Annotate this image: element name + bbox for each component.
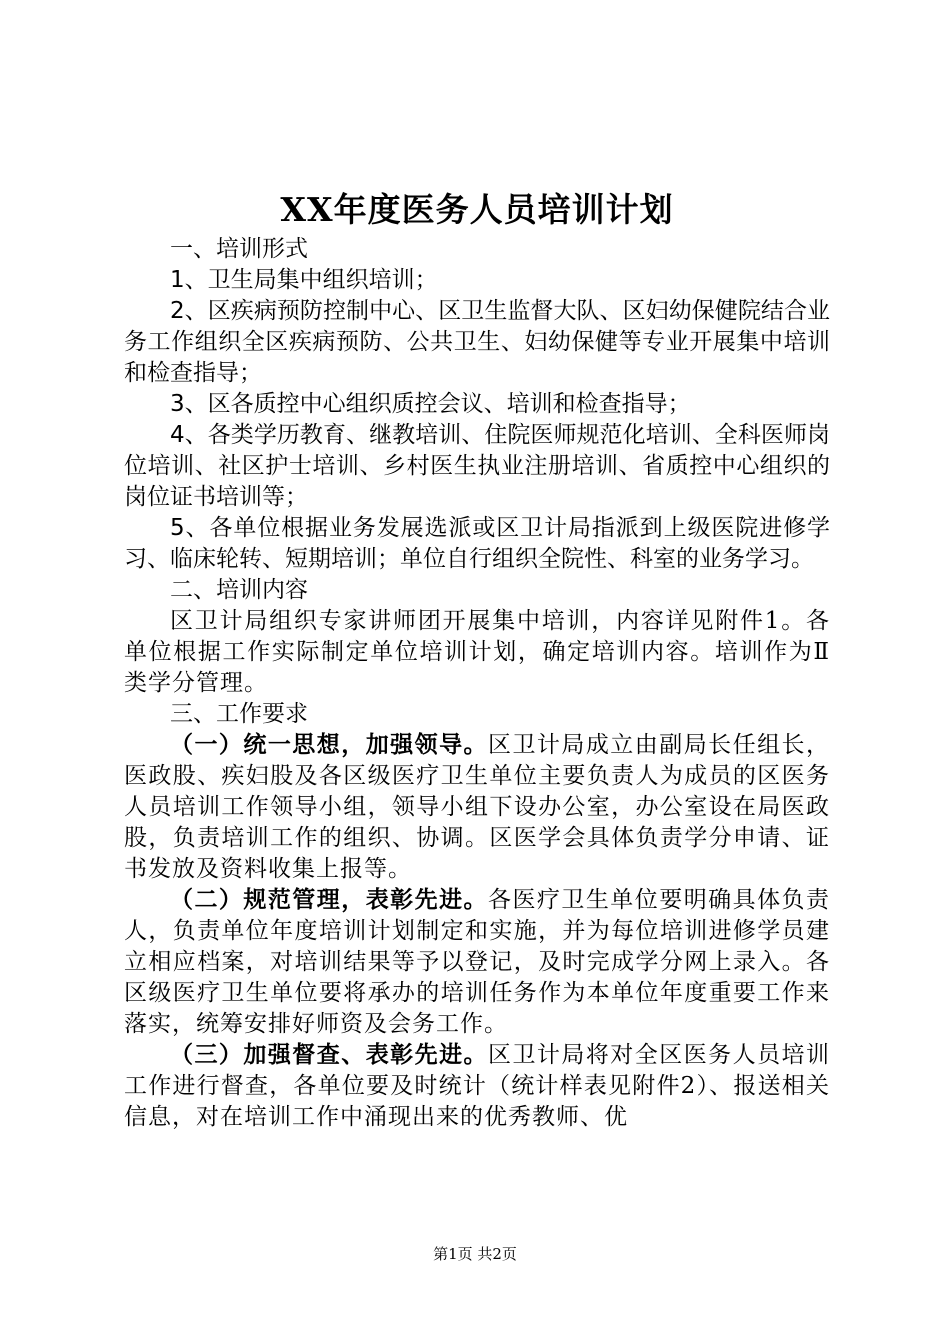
section-heading-2: 二、培训内容 bbox=[170, 577, 308, 603]
requirement-paragraph bbox=[124, 730, 830, 885]
requirement-lead: （一）统一思想，加强领导。 bbox=[170, 732, 488, 758]
requirement-lead: （二）规范管理，表彰先进。 bbox=[170, 887, 488, 913]
section-heading-1: 一、培训形式 bbox=[170, 236, 308, 262]
list-item: 4、各类学历教育、继教培训、住院医师规范化培训、全科医师岗位培训、社区护士培训、乡村医生执业注册培训、省质控中心组织的岗位证书培训等； bbox=[124, 422, 830, 510]
requirement-text: 各医疗卫生单位要明确具体负责人，负责单位年度培训计划制定和实施，并为每位培训进修学员建立相应档案，对培训结果等予以登记，及时完成学分网上录入。各区级医疗卫生单位要将承办的培训任务作为本单位年度重要工作来落实，统筹安排好师资及会务工作。 bbox=[124, 887, 831, 1037]
list-item: 3、区各质控中心组织质控会议、培训和检查指导； bbox=[170, 391, 691, 417]
list-item: 1、卫生局集中组织培训； bbox=[170, 267, 438, 293]
requirement-paragraph bbox=[124, 885, 830, 1040]
section-heading-3: 三、工作要求 bbox=[170, 701, 308, 727]
list-item: 2、区疾病预防控制中心、区卫生监督大队、区妇幼保健院结合业务工作组织全区疾病预防、公共卫生、妇幼保健等专业开展集中培训和检查指导； bbox=[124, 298, 830, 386]
list-item: 5、各单位根据业务发展选派或区卫计局指派到上级医院进修学习、临床轮转、短期培训；单位自行组织全院性、科室的业务学习。 bbox=[124, 515, 830, 572]
requirement-lead: （三）加强督查、表彰先进。 bbox=[170, 1042, 488, 1068]
paragraph: 区卫计局组织专家讲师团开展集中培训，内容详见附件1。各单位根据工作实际制定单位培训计划，确定培训内容。培训作为Ⅱ类学分管理。 bbox=[124, 608, 830, 696]
requirement-text: 区卫计局将对全区医务人员培训工作进行督查，各单位要及时统计（统计样表见附件2）、报送相关信息，对在培训工作中涌现出来的优秀教师、优 bbox=[124, 1042, 831, 1130]
document-title: XX年度医务人员培训计划 bbox=[280, 190, 674, 229]
document-body bbox=[124, 186, 830, 1133]
requirement-text: 区卫计局成立由副局长任组长，医政股、疾妇股及各区级医疗卫生单位主要负责人为成员的区医务人员培训工作领导小组，领导小组下设办公室，办公室设在局医政股，负责培训工作的组织、协调。区医学会具体负责学分申请、证书发放及资料收集上报等。 bbox=[124, 732, 831, 882]
requirement-paragraph bbox=[124, 1040, 830, 1133]
page-footer: 第1页 共2页 bbox=[433, 1245, 517, 1263]
